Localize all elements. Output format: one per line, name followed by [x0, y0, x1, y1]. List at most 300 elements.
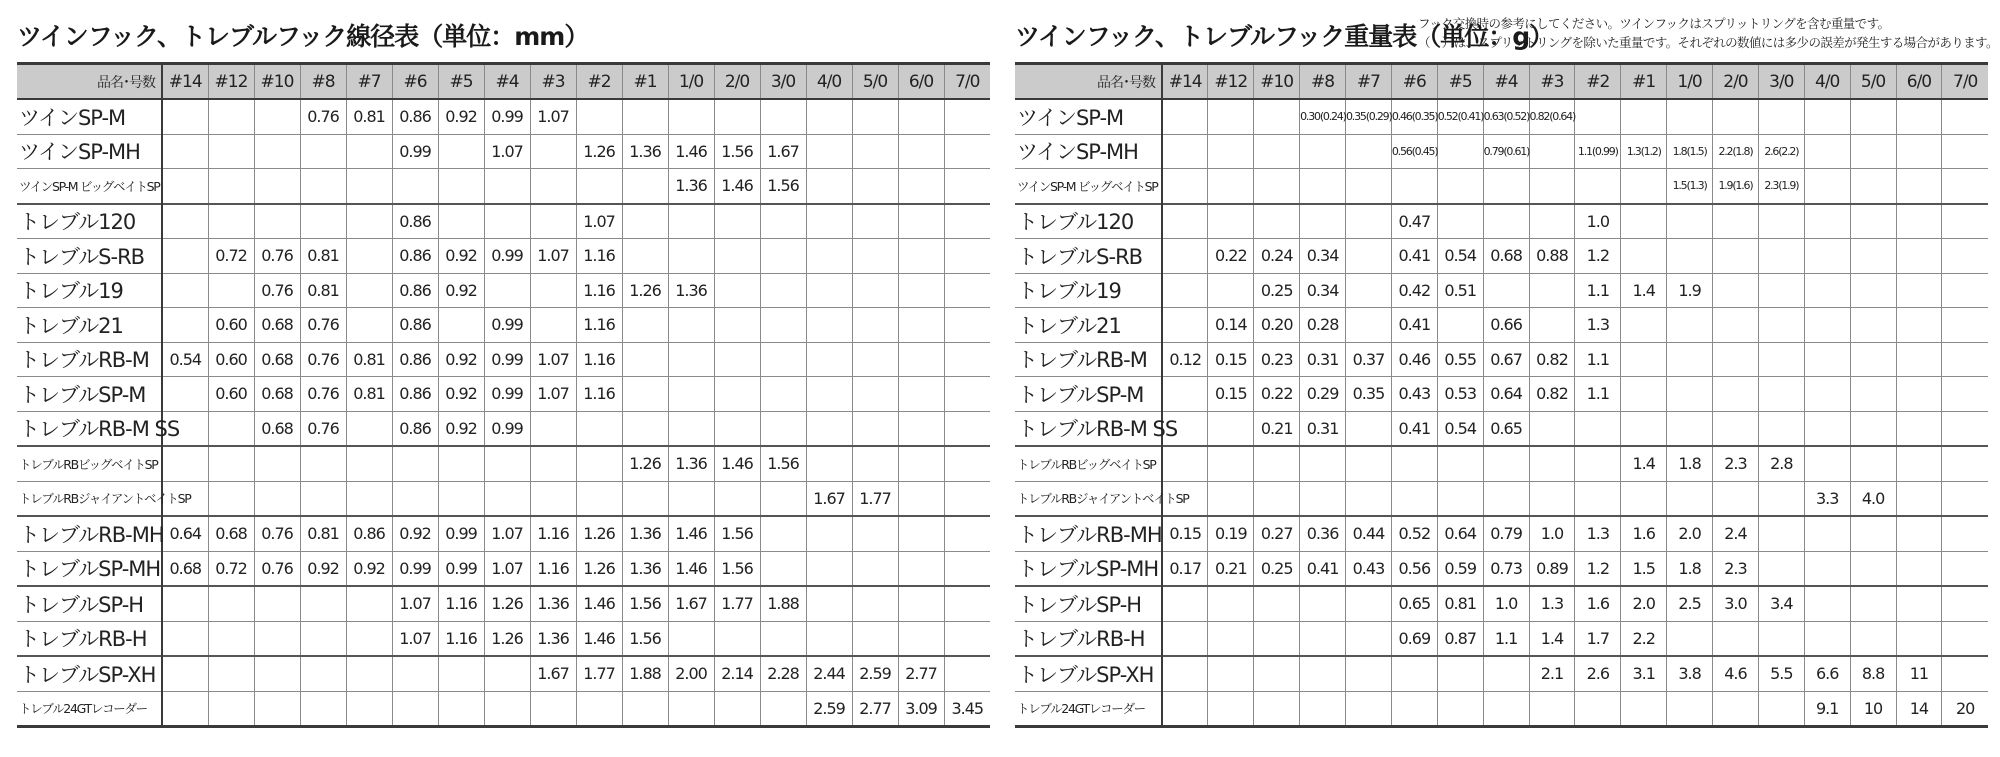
value-cell: 1.2	[1575, 239, 1621, 274]
value-cell: 1.07	[530, 239, 576, 274]
value-cell	[484, 204, 530, 239]
value-cell: 0.60	[208, 377, 254, 412]
product-name: トレブルRB-M SS	[1015, 411, 1162, 446]
table-row	[17, 656, 990, 691]
value-cell	[944, 377, 990, 412]
value-cell	[1254, 691, 1300, 727]
value-cell	[898, 308, 944, 343]
value-cell: 0.92	[300, 551, 346, 586]
table-row	[17, 586, 990, 621]
value-cell: 1.36	[530, 621, 576, 656]
value-cell	[1713, 239, 1759, 274]
value-cell	[1896, 273, 1942, 308]
value-cell: 1.46	[668, 551, 714, 586]
value-cell: 0.68	[208, 516, 254, 551]
value-cell	[1483, 204, 1529, 239]
value-cell	[1621, 169, 1667, 204]
value-cell	[852, 239, 898, 274]
value-cell	[162, 377, 208, 412]
value-cell: 0.30(0.24)	[1300, 99, 1346, 134]
column-header: 2/0	[1713, 64, 1759, 100]
value-cell: 0.60	[208, 342, 254, 377]
column-header: #8	[1300, 64, 1346, 100]
value-cell: 0.76	[300, 377, 346, 412]
table-row	[1015, 586, 1988, 621]
value-cell	[1713, 621, 1759, 656]
value-cell: 0.88	[1529, 239, 1575, 274]
value-cell	[1346, 586, 1392, 621]
column-header: 1/0	[668, 64, 714, 100]
value-cell: 1.36	[668, 273, 714, 308]
value-cell: 1.56	[760, 446, 806, 481]
value-cell	[1758, 377, 1804, 412]
value-cell: 1.2	[1575, 551, 1621, 586]
value-cell	[1942, 99, 1988, 134]
value-cell	[1162, 169, 1208, 204]
value-cell	[1850, 377, 1896, 412]
column-header: #3	[530, 64, 576, 100]
value-cell	[162, 308, 208, 343]
value-cell	[438, 481, 484, 516]
product-name: トレブルSP-H	[1015, 586, 1162, 621]
value-cell	[208, 446, 254, 481]
weight-table-title: ツインフック、トレブルフック重量表（単位：g）	[1015, 22, 1554, 51]
value-cell: 1.07	[530, 377, 576, 412]
value-cell	[714, 342, 760, 377]
value-cell: 0.52(0.41)	[1437, 99, 1483, 134]
value-cell: 2.28	[760, 656, 806, 691]
value-cell: 1.1(0.99)	[1575, 134, 1621, 169]
value-cell: 1.56	[760, 169, 806, 204]
value-cell	[300, 204, 346, 239]
value-cell: 0.99	[484, 377, 530, 412]
value-cell: 1.07	[484, 134, 530, 169]
value-cell	[806, 621, 852, 656]
value-cell: 0.68	[162, 551, 208, 586]
value-cell	[1300, 586, 1346, 621]
value-cell: 1.3	[1575, 516, 1621, 551]
value-cell	[1621, 204, 1667, 239]
value-cell	[1942, 308, 1988, 343]
value-cell	[346, 134, 392, 169]
value-cell: 1.07	[530, 99, 576, 134]
value-cell: 1.16	[530, 551, 576, 586]
value-cell: 0.27	[1254, 516, 1300, 551]
value-cell	[1346, 239, 1392, 274]
column-header: #4	[484, 64, 530, 100]
value-cell	[1483, 691, 1529, 727]
value-cell	[530, 204, 576, 239]
value-cell: 2.59	[806, 691, 852, 727]
value-cell: 1.16	[438, 586, 484, 621]
table-header-row	[17, 64, 990, 100]
product-name: トレブルRBビッグベイトSP	[1015, 446, 1162, 481]
value-cell	[346, 308, 392, 343]
column-header: 1/0	[1667, 64, 1713, 100]
value-cell	[806, 169, 852, 204]
value-cell: 2.0	[1667, 516, 1713, 551]
value-cell: 0.86	[346, 516, 392, 551]
value-cell	[944, 273, 990, 308]
value-cell	[254, 621, 300, 656]
value-cell	[1850, 99, 1896, 134]
value-cell	[668, 481, 714, 516]
value-cell: 10	[1850, 691, 1896, 727]
value-cell: 0.76	[300, 342, 346, 377]
product-name: トレブルSP-M	[1015, 377, 1162, 412]
value-cell	[530, 169, 576, 204]
value-cell	[944, 656, 990, 691]
value-cell	[898, 273, 944, 308]
value-cell	[1758, 99, 1804, 134]
value-cell: 2.77	[852, 691, 898, 727]
value-cell	[1804, 99, 1850, 134]
value-cell	[760, 377, 806, 412]
value-cell: 0.99	[438, 551, 484, 586]
value-cell: 0.86	[392, 204, 438, 239]
column-header: #8	[300, 64, 346, 100]
table-row	[17, 411, 990, 446]
value-cell	[898, 377, 944, 412]
value-cell: 0.81	[346, 99, 392, 134]
value-cell	[622, 204, 668, 239]
value-cell	[668, 308, 714, 343]
value-cell	[898, 342, 944, 377]
value-cell: 0.54	[1437, 411, 1483, 446]
value-cell	[392, 169, 438, 204]
value-cell	[254, 204, 300, 239]
header-product-size: 品名･号数	[1015, 64, 1162, 100]
column-header: #2	[1575, 64, 1621, 100]
value-cell: 0.51	[1437, 273, 1483, 308]
value-cell	[1667, 204, 1713, 239]
value-cell	[1346, 656, 1392, 691]
value-cell	[1208, 99, 1254, 134]
value-cell: 2.5	[1667, 586, 1713, 621]
value-cell: 1.07	[484, 516, 530, 551]
product-name: トレブルSP-H	[17, 586, 162, 621]
column-header: 7/0	[1942, 64, 1988, 100]
value-cell	[208, 656, 254, 691]
value-cell: 2.8	[1758, 446, 1804, 481]
column-header: #7	[1346, 64, 1392, 100]
value-cell: 1.67	[806, 481, 852, 516]
product-name: トレブルS-RB	[17, 239, 162, 274]
value-cell: 0.31	[1300, 342, 1346, 377]
value-cell	[714, 691, 760, 727]
value-cell	[1254, 446, 1300, 481]
value-cell	[1942, 446, 1988, 481]
value-cell	[300, 169, 346, 204]
value-cell	[1758, 551, 1804, 586]
value-cell	[1529, 308, 1575, 343]
value-cell	[1208, 446, 1254, 481]
value-cell	[1483, 446, 1529, 481]
value-cell	[852, 169, 898, 204]
value-cell	[392, 656, 438, 691]
value-cell	[852, 446, 898, 481]
value-cell: 9.1	[1804, 691, 1850, 727]
product-name: トレブルSP-XH	[1015, 656, 1162, 691]
value-cell: 5.5	[1758, 656, 1804, 691]
value-cell: 3.45	[944, 691, 990, 727]
value-cell	[806, 239, 852, 274]
value-cell: 0.15	[1208, 377, 1254, 412]
value-cell: 4.6	[1713, 656, 1759, 691]
value-cell: 1.16	[576, 377, 622, 412]
value-cell: 0.99	[392, 551, 438, 586]
value-cell	[898, 586, 944, 621]
value-cell	[208, 99, 254, 134]
value-cell	[438, 446, 484, 481]
value-cell	[576, 481, 622, 516]
value-cell: 1.4	[1621, 273, 1667, 308]
value-cell	[1896, 411, 1942, 446]
value-cell	[714, 411, 760, 446]
value-cell: 1.36	[622, 516, 668, 551]
table-row	[17, 134, 990, 169]
value-cell	[1667, 308, 1713, 343]
value-cell: 0.76	[254, 273, 300, 308]
value-cell: 1.9(1.6)	[1713, 169, 1759, 204]
value-cell: 0.41	[1391, 308, 1437, 343]
value-cell: 0.86	[392, 239, 438, 274]
value-cell	[576, 99, 622, 134]
value-cell	[1621, 377, 1667, 412]
value-cell: 1.26	[576, 551, 622, 586]
value-cell: 0.89	[1529, 551, 1575, 586]
value-cell: 0.76	[254, 551, 300, 586]
value-cell: 0.92	[438, 99, 484, 134]
table-row	[17, 516, 990, 551]
product-name: ツインSP-M ビッグベイトSP	[17, 169, 162, 204]
value-cell	[1942, 411, 1988, 446]
column-header: #1	[1621, 64, 1667, 100]
value-cell	[254, 99, 300, 134]
value-cell: 3.0	[1713, 586, 1759, 621]
value-cell	[714, 481, 760, 516]
value-cell	[1483, 273, 1529, 308]
value-cell	[1758, 342, 1804, 377]
value-cell	[1437, 134, 1483, 169]
value-cell	[1529, 691, 1575, 727]
value-cell: 0.76	[254, 239, 300, 274]
wire-diameter-table-title: ツインフック、トレブルフック線径表（単位：mm）	[17, 22, 589, 51]
value-cell	[576, 446, 622, 481]
value-cell: 0.54	[162, 342, 208, 377]
value-cell: 2.14	[714, 656, 760, 691]
table-row	[1015, 134, 1988, 169]
value-cell	[898, 134, 944, 169]
value-cell: 1.5	[1621, 551, 1667, 586]
value-cell	[346, 411, 392, 446]
value-cell: 0.82	[1529, 342, 1575, 377]
value-cell	[1804, 621, 1850, 656]
value-cell	[1621, 342, 1667, 377]
value-cell: 0.79(0.61)	[1483, 134, 1529, 169]
value-cell	[1575, 169, 1621, 204]
value-cell: 1.8	[1667, 551, 1713, 586]
value-cell: 2.6	[1575, 656, 1621, 691]
value-cell: 1.46	[714, 446, 760, 481]
value-cell: 1.56	[714, 516, 760, 551]
value-cell	[1208, 621, 1254, 656]
value-cell	[346, 169, 392, 204]
column-header: #4	[1483, 64, 1529, 100]
value-cell	[1162, 204, 1208, 239]
value-cell	[1896, 551, 1942, 586]
value-cell: 0.72	[208, 551, 254, 586]
value-cell	[1667, 691, 1713, 727]
value-cell	[346, 204, 392, 239]
value-cell: 0.20	[1254, 308, 1300, 343]
value-cell	[1804, 342, 1850, 377]
value-cell	[944, 239, 990, 274]
value-cell: 0.68	[254, 342, 300, 377]
value-cell: 1.1	[1575, 342, 1621, 377]
value-cell	[530, 308, 576, 343]
table-row	[1015, 621, 1988, 656]
value-cell: 0.63(0.52)	[1483, 99, 1529, 134]
value-cell	[1529, 446, 1575, 481]
value-cell	[898, 446, 944, 481]
value-cell: 0.92	[438, 342, 484, 377]
value-cell	[806, 342, 852, 377]
value-cell: 3.09	[898, 691, 944, 727]
value-cell	[208, 134, 254, 169]
value-cell	[1942, 169, 1988, 204]
value-cell	[1162, 273, 1208, 308]
value-cell	[1300, 621, 1346, 656]
column-header: #1	[622, 64, 668, 100]
value-cell: 1.46	[576, 621, 622, 656]
value-cell: 0.21	[1208, 551, 1254, 586]
value-cell	[1667, 377, 1713, 412]
value-cell: 0.17	[1162, 551, 1208, 586]
value-cell	[1804, 586, 1850, 621]
table-row	[17, 621, 990, 656]
value-cell	[1942, 656, 1988, 691]
value-cell: 0.56(0.45)	[1391, 134, 1437, 169]
value-cell	[622, 377, 668, 412]
value-cell	[1575, 446, 1621, 481]
value-cell	[622, 239, 668, 274]
value-cell: 0.86	[392, 273, 438, 308]
value-cell: 0.69	[1391, 621, 1437, 656]
value-cell	[484, 446, 530, 481]
value-cell: 0.64	[162, 516, 208, 551]
value-cell: 0.92	[392, 516, 438, 551]
value-cell: 6.6	[1804, 656, 1850, 691]
column-header: #12	[208, 64, 254, 100]
value-cell	[1391, 481, 1437, 516]
value-cell: 1.36	[530, 586, 576, 621]
value-cell	[806, 446, 852, 481]
column-header: 4/0	[1804, 64, 1850, 100]
value-cell: 1.88	[622, 656, 668, 691]
value-cell	[346, 446, 392, 481]
value-cell: 0.99	[392, 134, 438, 169]
value-cell: 0.68	[254, 377, 300, 412]
value-cell: 1.36	[622, 551, 668, 586]
value-cell	[852, 99, 898, 134]
value-cell	[438, 134, 484, 169]
value-cell	[162, 239, 208, 274]
value-cell: 0.73	[1483, 551, 1529, 586]
value-cell	[668, 342, 714, 377]
value-cell	[1850, 134, 1896, 169]
value-cell	[622, 481, 668, 516]
value-cell: 0.19	[1208, 516, 1254, 551]
value-cell	[760, 691, 806, 727]
product-name: トレブル120	[1015, 204, 1162, 239]
product-name: トレブル24GTレコーダー	[1015, 691, 1162, 727]
value-cell	[300, 134, 346, 169]
value-cell: 0.14	[1208, 308, 1254, 343]
value-cell	[1437, 204, 1483, 239]
value-cell: 0.22	[1208, 239, 1254, 274]
value-cell	[162, 204, 208, 239]
value-cell: 1.56	[714, 551, 760, 586]
value-cell	[1896, 586, 1942, 621]
value-cell: 0.99	[484, 99, 530, 134]
value-cell: 1.36	[668, 446, 714, 481]
value-cell	[1896, 134, 1942, 169]
value-cell	[300, 656, 346, 691]
product-name: トレブルRB-M	[1015, 342, 1162, 377]
value-cell	[1621, 691, 1667, 727]
value-cell	[1850, 169, 1896, 204]
value-cell: 0.81	[300, 516, 346, 551]
value-cell	[346, 273, 392, 308]
value-cell	[254, 691, 300, 727]
value-cell: 0.24	[1254, 239, 1300, 274]
value-cell	[1942, 481, 1988, 516]
value-cell	[1208, 169, 1254, 204]
value-cell: 1.26	[484, 621, 530, 656]
value-cell: 0.86	[392, 377, 438, 412]
column-header: #10	[1254, 64, 1300, 100]
value-cell: 0.12	[1162, 342, 1208, 377]
value-cell: 2.0	[1621, 586, 1667, 621]
value-cell	[806, 99, 852, 134]
column-header: #5	[1437, 64, 1483, 100]
value-cell: 1.26	[622, 446, 668, 481]
value-cell	[254, 169, 300, 204]
value-cell	[622, 411, 668, 446]
table-row	[1015, 99, 1988, 134]
column-header: #12	[1208, 64, 1254, 100]
value-cell	[1529, 481, 1575, 516]
value-cell	[1804, 204, 1850, 239]
value-cell	[346, 656, 392, 691]
value-cell	[1896, 239, 1942, 274]
value-cell: 0.86	[392, 308, 438, 343]
value-cell	[208, 204, 254, 239]
value-cell: 1.46	[576, 586, 622, 621]
value-cell: 1.3(1.2)	[1621, 134, 1667, 169]
value-cell: 0.92	[346, 551, 392, 586]
value-cell	[1713, 377, 1759, 412]
value-cell	[714, 239, 760, 274]
value-cell	[1896, 481, 1942, 516]
value-cell	[1208, 691, 1254, 727]
value-cell	[392, 691, 438, 727]
value-cell	[438, 308, 484, 343]
value-cell	[806, 586, 852, 621]
value-cell	[852, 273, 898, 308]
table-row	[1015, 656, 1988, 691]
